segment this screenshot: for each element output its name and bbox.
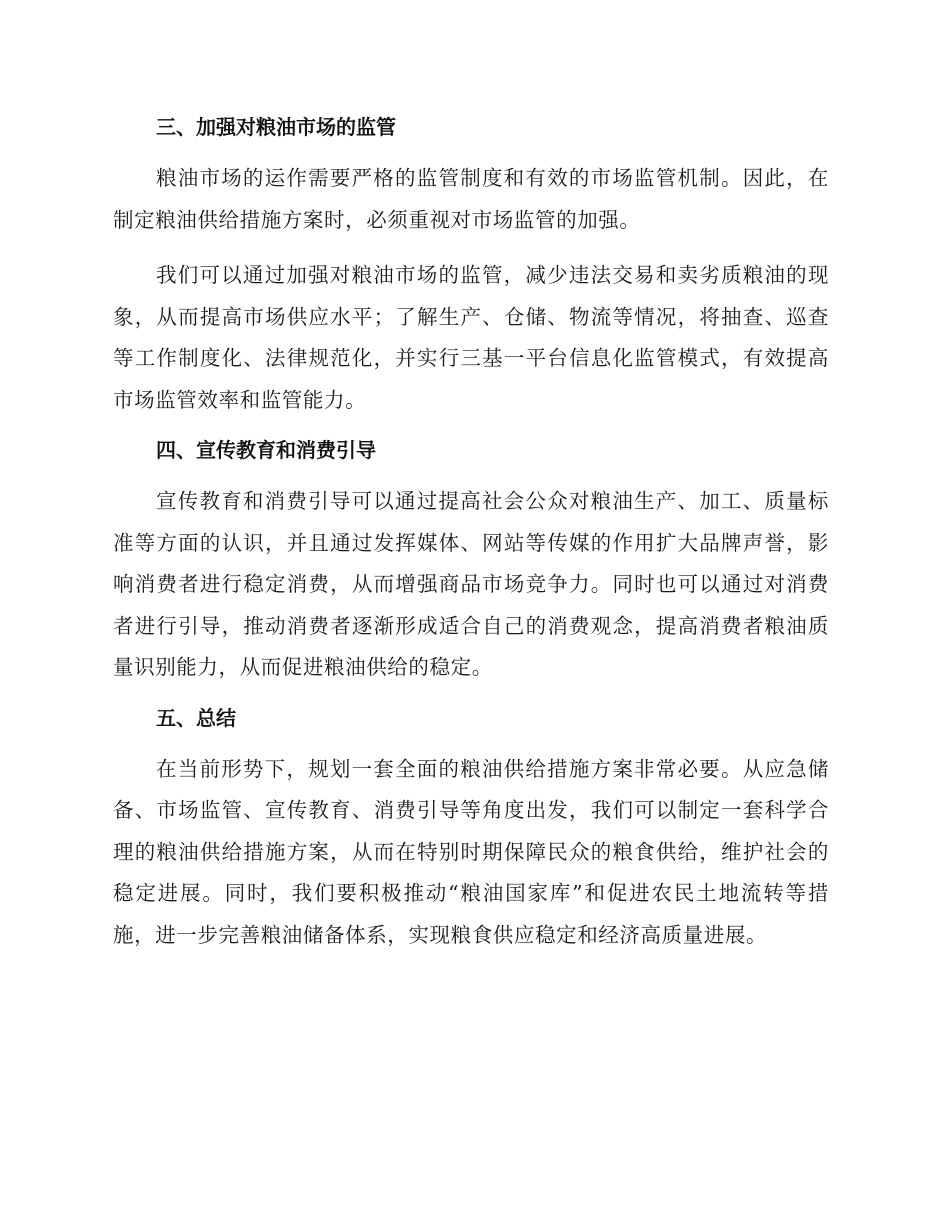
section-summary	[113, 703, 829, 957]
section-heading: 五、总结	[156, 705, 236, 730]
paragraph: 宣传教育和消费引导可以通过提高社会公众对粮油生产、加工、质量标准等方面的认识，并且通过发挥媒体、网站等传媒的作用扩大品牌声誉，影响消费者进行稳定消费，从而增强商品市场竞争力。同时也可以通过对消费者进行引导，推动消费者逐渐形成适合自己的消费观念，提高消费者粮油质量识别能力，从而促进粮油供给的稳定。	[113, 489, 829, 679]
section-heading: 三、加强对粮油市场的监管	[156, 115, 396, 139]
paragraph: 我们可以通过加强对粮油市场的监管，减少违法交易和卖劣质粮油的现象，从而提高市场供应水平；了解生产、仓储、物流等情况，将抽查、巡查等工作制度化、法律规范化，并实行三基一平台信息化监管模式，有效提高市场监管效率和监管能力。	[113, 263, 829, 412]
document-page	[113, 100, 829, 970]
paragraph: 在当前形势下，规划一套全面的粮油供给措施方案非常必要。从应急储备、市场监管、宣传教育、消费引导等角度出发，我们可以制定一套科学合理的粮油供给措施方案，从而在特别时期保障民众的粮食供给，维护社会的稳定进展。同时，我们要积极推动“粮油国家库”和促进农民土地流转等措施，进一步完善粮油储备体系，实现粮食供应稳定和经济高质量进展。	[113, 756, 829, 947]
section-publicity-education	[113, 435, 829, 689]
section-heading: 四、宣传教育和消费引导	[156, 438, 376, 462]
paragraph: 粮油市场的运作需要严格的监管制度和有效的市场监管机制。因此，在制定粮油供给措施方案时，必须重视对市场监管的加强。	[113, 166, 829, 232]
section-market-supervision	[113, 112, 829, 421]
